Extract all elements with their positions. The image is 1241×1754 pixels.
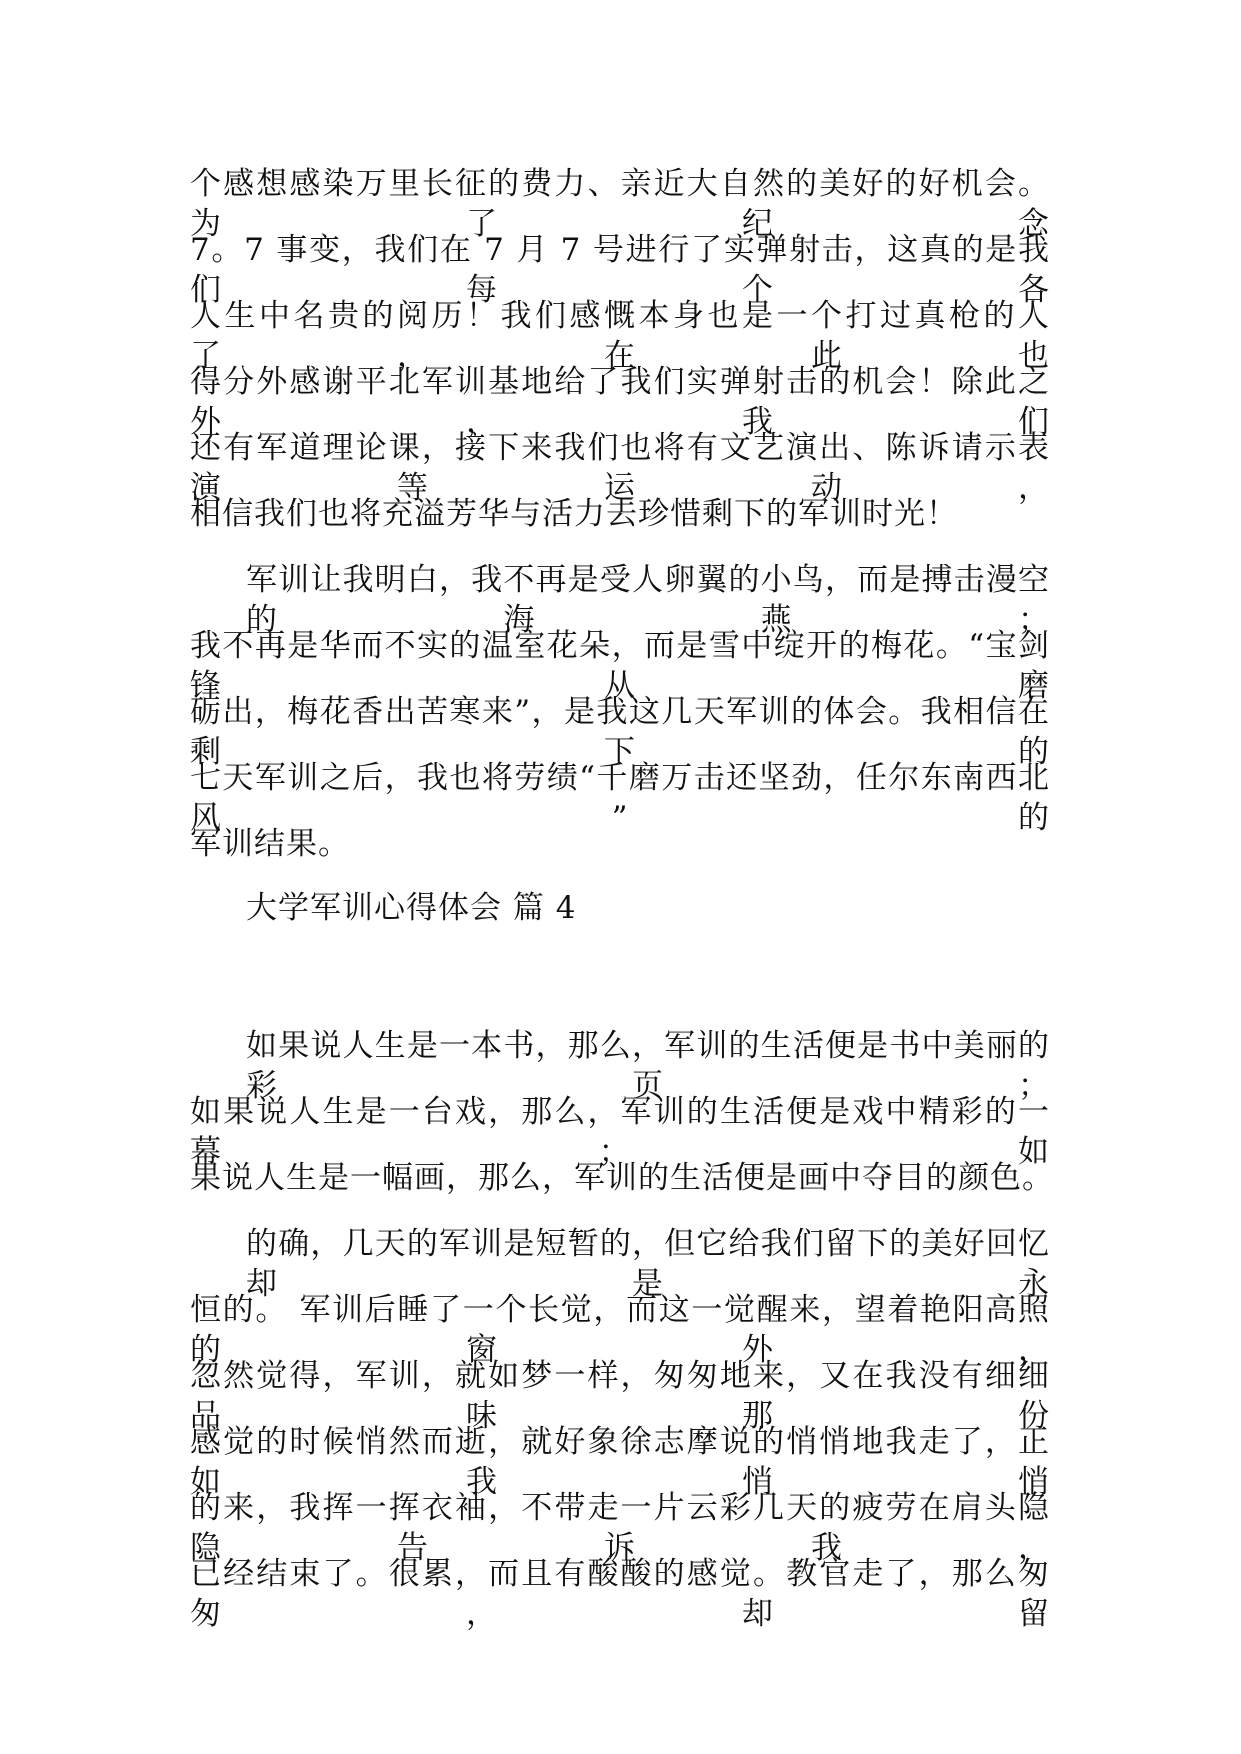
text-line: 如果说人生是一台戏，那么，军训的生活便是戏中精彩的一幕； 如 [190,1094,1050,1170]
text-line: 恒的。 军训后睡了一个长觉，而这一觉醒来，望着艳阳高照的窗外， [190,1292,1050,1368]
text-line: 军训结果。 [190,826,350,862]
text-line: 果说人生是一幅画，那么，军训的生活便是画中夺目的颜色。 [190,1160,1054,1196]
text-line: 还有军道理论课，接下来我们也将有文艺演出、陈诉请示表演等运动， [190,430,1050,506]
text-line: 的来，我挥一挥衣袖，不带走一片云彩几天的疲劳在肩头隐隐告诉我， [190,1490,1050,1566]
text-line: 砺出，梅花香出苦寒来”，是我这几天军训的体会。我相信在剩下的 [190,694,1050,770]
text-line: 我不再是华而不实的温室花朵，而是雪中绽开的梅花。“宝剑锋从磨 [190,628,1050,704]
text-line: 相信我们也将充溢芳华与活力去珍惜剩下的军训时光！ [190,496,958,532]
text-line: 7。7 事变，我们在 7 月 7 号进行了实弹射击，这真的是我们每个各 [190,232,1050,308]
text-line: 感觉的时候悄然而逝，就好象徐志摩说的悄悄地我走了，正如我悄悄 [190,1424,1050,1500]
text-line: 忽然觉得，军训，就如梦一样，匆匆地来，又在我没有细细品味那份 [190,1358,1050,1434]
text-line: 七天军训之后，我也将劳绩“千磨万击还坚劲，任尔东南西北风”的 [190,760,1050,836]
text-line: 军训让我明白，我不再是受人卵翼的小鸟，而是搏击漫空的海燕； [246,562,1050,638]
text-line: 得分外感谢平北军训基地给了我们实弹射击的机会！除此之外，我们 [190,364,1050,440]
text-line: 个感想感染万里长征的费力、亲近大自然的美好的好机会。为了纪念 [190,166,1050,242]
text-line: 已经结束了。很累，而且有酸酸的感觉。教官走了，那么匆匆，却留 [190,1556,1050,1632]
text-line: 的确，几天的军训是短暂的，但它给我们留下的美好回忆却是永 [246,1226,1050,1302]
text-line: 如果说人生是一本书，那么，军训的生活便是书中美丽的彩页； [246,1028,1050,1104]
text-line: 人生中名贵的阅历！我们感慨本身也是一个打过真枪的人了，在此也 [190,298,1050,374]
section-heading: 大学军训心得体会 篇 4 [246,890,577,926]
